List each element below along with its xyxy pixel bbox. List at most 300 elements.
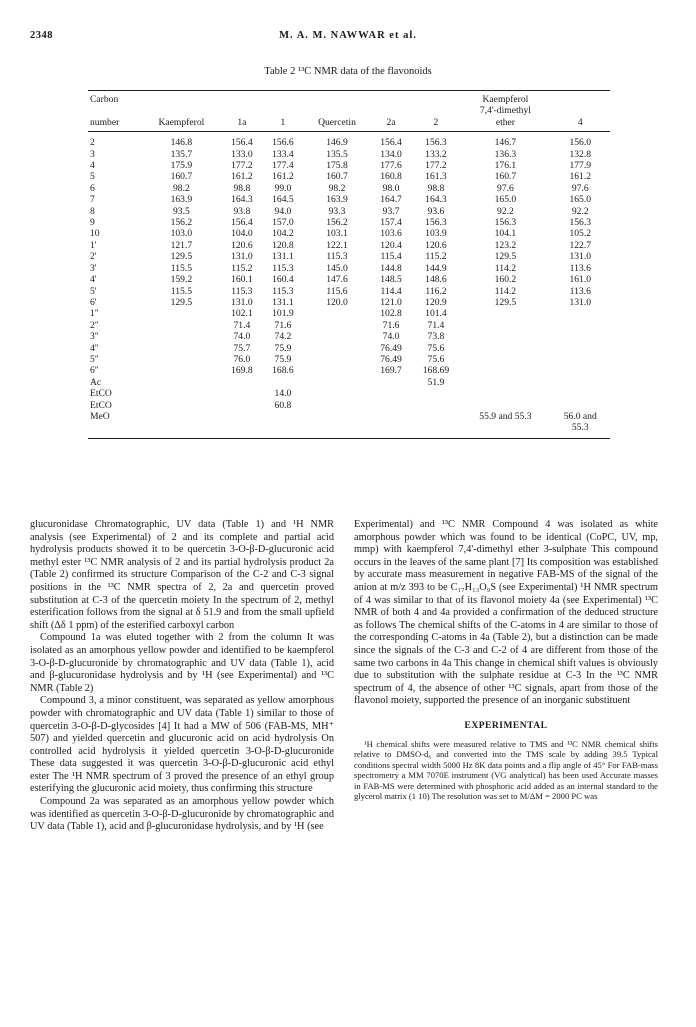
table-header-row [88, 105, 610, 116]
shift-value [303, 320, 370, 331]
shift-value: 51.9 [427, 376, 445, 388]
shift-value: 120.9 [425, 296, 447, 308]
carbon-label: EtCO [90, 388, 112, 400]
shift-value [460, 388, 550, 399]
shift-value: 160.7 [326, 171, 348, 183]
table-header-cell: Carbon [88, 91, 141, 106]
shift-value: 156.3 [494, 217, 517, 229]
shift-value [412, 400, 461, 411]
shift-value: 144.8 [380, 262, 402, 274]
shift-value: 115.5 [170, 262, 192, 274]
table-row [88, 240, 610, 251]
table-header-cell [371, 91, 412, 106]
shift-value [460, 422, 550, 438]
shift-value [551, 354, 610, 365]
shift-value: 97.6 [497, 182, 514, 194]
table-header-cell: Kaempferol [460, 91, 550, 106]
carbon-label: 5 [90, 171, 95, 183]
table-row [88, 286, 610, 297]
table-header-cell [221, 105, 262, 116]
shift-value: 76.49 [380, 342, 402, 354]
table-header-cell: 7,4'-dimethyl [479, 105, 531, 117]
table-row [88, 320, 610, 331]
shift-value [460, 354, 550, 365]
shift-value: 98.0 [382, 182, 400, 194]
shift-value: 103.0 [170, 228, 193, 240]
table-row [88, 194, 610, 205]
shift-value: 175.8 [326, 160, 348, 172]
carbon-label: 4" [90, 342, 99, 354]
shift-value: 105.2 [569, 228, 592, 240]
experimental-text: ¹H chemical shifts were measured relative to TMS and ¹³C NMR chemical shifts relative to DMSO-d₆ and converted into the TMS scale by adding 39.5 Typical conditions spectral width 5000 Hz 8K data points and a flip angle of 45° For FAB-mass spectrometry a MM 7070E instrument (VG analytical) has been used Accurate masses in FAB-MS were determined with phosphoric acid added as an internal standard to the glycerol matrix (1 10) The resolution was set to M/ΔM = 2000 PC was [354, 738, 658, 802]
shift-value: 131.1 [272, 296, 294, 308]
shift-value [460, 343, 550, 354]
shift-value [221, 377, 262, 388]
table-row [88, 149, 610, 160]
shift-value: 122.7 [569, 239, 592, 251]
shift-value: 114.2 [494, 262, 517, 274]
table-row [88, 422, 610, 438]
carbon-label: 9 [90, 217, 95, 229]
shift-value: 165.0 [569, 194, 592, 206]
shift-value: 168.69 [422, 365, 450, 377]
shift-value: 115.3 [231, 285, 253, 297]
table-row [88, 206, 610, 217]
shift-value: 93.8 [233, 205, 251, 217]
shift-value: 103.1 [326, 228, 348, 240]
shift-value: 60.8 [274, 399, 292, 411]
shift-value: 75.9 [274, 353, 292, 365]
shift-value [141, 365, 221, 376]
shift-value: 160.7 [494, 171, 517, 183]
carbon-label: 2" [90, 319, 99, 331]
shift-value: 115.3 [272, 262, 294, 274]
shift-value [551, 400, 610, 411]
shift-value [460, 377, 550, 388]
carbon-label: 3' [90, 262, 97, 274]
shift-value [141, 411, 221, 422]
table-row [88, 354, 610, 365]
shift-value: 115.6 [326, 285, 348, 297]
shift-value: 120.0 [326, 296, 348, 308]
shift-value: 156.3 [425, 217, 447, 229]
shift-value: 131.0 [569, 296, 592, 308]
shift-value: 92.2 [497, 205, 514, 217]
shift-value [551, 365, 610, 376]
shift-value: 104.1 [494, 228, 517, 240]
shift-value: 134.0 [380, 148, 402, 160]
shift-value: 129.5 [494, 251, 517, 263]
shift-value: 114.4 [380, 285, 402, 297]
shift-value: 129.5 [170, 296, 193, 308]
carbon-label: MeO [90, 410, 110, 422]
shift-value: 135.7 [170, 148, 193, 160]
shift-value: 71.4 [233, 319, 251, 331]
shift-value [262, 411, 303, 422]
table-header-cell [303, 91, 370, 106]
shift-value: 163.9 [326, 194, 348, 206]
shift-value: 133.4 [272, 148, 294, 160]
table-body [88, 132, 610, 439]
shift-value: 71.4 [427, 319, 445, 331]
shift-value: 177.2 [231, 160, 253, 172]
shift-value [303, 343, 370, 354]
table-header-cell: ether [460, 117, 550, 132]
carbon-label: 8 [90, 205, 95, 217]
shift-value [141, 354, 221, 365]
shift-value [371, 411, 412, 422]
shift-value: 164.5 [272, 194, 294, 206]
shift-value: 161.2 [231, 171, 253, 183]
shift-value [303, 331, 370, 342]
shift-value: 115.2 [425, 251, 447, 263]
shift-value: 129.5 [494, 296, 517, 308]
shift-value [262, 422, 303, 438]
shift-value: 93.6 [427, 205, 445, 217]
shift-value: 148.5 [380, 274, 402, 286]
shift-value: 120.6 [425, 239, 447, 251]
shift-value: 55.9 and 55.3 [479, 410, 532, 422]
shift-value [303, 308, 370, 319]
shift-value [141, 388, 221, 399]
shift-value [412, 388, 461, 399]
carbon-label: 1' [90, 239, 97, 251]
shift-value [221, 411, 262, 422]
carbon-label: 3 [90, 148, 95, 160]
table-row [88, 297, 610, 308]
shift-value: 115.4 [380, 251, 402, 263]
table-header-cell [371, 105, 412, 116]
shift-value [221, 422, 262, 438]
shift-value: 131.0 [231, 296, 253, 308]
shift-value: 101.9 [272, 308, 294, 320]
carbon-label: 4' [90, 274, 97, 286]
shift-value [371, 422, 412, 438]
table-row [88, 377, 610, 388]
shift-value: 148.6 [425, 274, 447, 286]
shift-value: 115.3 [272, 285, 294, 297]
shift-value: 156.2 [170, 217, 193, 229]
shift-value [141, 422, 221, 438]
shift-value: 93.5 [172, 205, 190, 217]
shift-value: 74.2 [274, 331, 292, 343]
body-paragraph: Compound 3, a minor constituent, was separated as yellow amorphous powder with chromatographic and UV data (Table 1) similar to those of quercetin 3-O-β-D-glycosides [4] It had a MW of 506 (FAB-MS, MH⁺ 507) and yielded quercetin and glucuronic acid on acid hydrolysis On controlled acid hydrolysis it yielded quercetin 3-O-β-D-glucuronide These data suggested it was quercetin 3-O-β-D-glucuronic acid ethyl ester The ¹H NMR spectrum of 3 proved the presence of an ethyl group esterifying the glucuronic acid moiety, thus confirming this structure [30, 695, 334, 795]
table-row [88, 343, 610, 354]
table-header-cell [141, 91, 221, 106]
shift-value: 98.2 [328, 182, 346, 194]
table-row [88, 274, 610, 285]
shift-value: 115.3 [326, 251, 348, 263]
shift-value: 75.7 [233, 342, 251, 354]
shift-value [141, 343, 221, 354]
shift-value: 98.8 [233, 182, 251, 194]
shift-value: 133.2 [425, 148, 447, 160]
shift-value: 156.3 [425, 137, 447, 149]
shift-value [303, 354, 370, 365]
shift-value: 131.0 [231, 251, 253, 263]
shift-value: 14.0 [274, 388, 292, 400]
table-header-cell: 2a [371, 117, 412, 132]
shift-value: 115.2 [231, 262, 253, 274]
shift-value: 160.2 [494, 274, 517, 286]
shift-value [262, 377, 303, 388]
shift-value: 133.0 [231, 148, 253, 160]
table-header-cell: 1 [262, 117, 303, 132]
shift-value: 156.4 [231, 137, 253, 149]
shift-value: 177.9 [569, 160, 592, 172]
shift-value: 93.3 [328, 205, 346, 217]
shift-value: 104.0 [231, 228, 253, 240]
shift-value [141, 331, 221, 342]
shift-value: 156.3 [569, 217, 592, 229]
table-header-cell: Kaempferol [141, 117, 221, 132]
shift-value: 169.7 [380, 365, 402, 377]
shift-value: 93.7 [382, 205, 400, 217]
table-row [88, 388, 610, 399]
shift-value: 75.6 [427, 353, 445, 365]
shift-value: 102.8 [380, 308, 402, 320]
shift-value: 156.4 [380, 137, 402, 149]
shift-value: 74.0 [233, 331, 251, 343]
shift-value: 156.0 [569, 137, 592, 149]
shift-value: 123.2 [494, 239, 517, 251]
shift-value: 73.8 [427, 331, 445, 343]
shift-value: 94.0 [274, 205, 292, 217]
shift-value [303, 388, 370, 399]
table-header-cell [141, 105, 221, 116]
experimental-heading: EXPERIMENTAL [464, 720, 548, 731]
shift-value: 114.2 [494, 285, 517, 297]
table-header-cell [303, 105, 370, 116]
shift-value: 102.1 [231, 308, 253, 320]
shift-value: 120.8 [272, 239, 294, 251]
shift-value [551, 377, 610, 388]
shift-value: 121.0 [380, 296, 402, 308]
shift-value: 136.3 [494, 148, 517, 160]
table-row [88, 217, 610, 228]
shift-value [460, 365, 550, 376]
shift-value: 160.7 [170, 171, 193, 183]
table-header-cell [412, 91, 461, 106]
carbon-label: 6" [90, 365, 99, 377]
shift-value: 161.0 [569, 274, 592, 286]
running-title: M. A. M. NAWWAR et al. [279, 30, 417, 41]
shift-value: 122.1 [326, 239, 348, 251]
shift-value: 164.3 [425, 194, 447, 206]
table-header-cell [551, 105, 610, 116]
table-header-cell [221, 91, 262, 106]
table-row [88, 160, 610, 171]
shift-value: 144.9 [425, 262, 447, 274]
shift-value: 164.7 [380, 194, 402, 206]
body-paragraph: Compound 2a was separated as an amorphous yellow powder which was identified as quercetin 3-O-β-D-glucuronide by chromatographic and UV data (Table 1), acid and β-glucuronidase hydrolysis, and by ¹H (see [30, 796, 334, 833]
shift-value: 97.6 [571, 182, 589, 194]
shift-value: 121.7 [170, 239, 193, 251]
table-header-cell [262, 105, 303, 116]
shift-value: 146.8 [170, 137, 193, 149]
table-row [88, 263, 610, 274]
shift-value: 164.3 [231, 194, 253, 206]
shift-value [551, 320, 610, 331]
shift-value [460, 331, 550, 342]
shift-value: 161.2 [569, 171, 592, 183]
table-row [88, 251, 610, 262]
carbon-label: 5" [90, 353, 99, 365]
shift-value: 56.0 and [563, 410, 597, 422]
shift-value: 76.0 [233, 353, 251, 365]
table-header-row [88, 91, 610, 106]
shift-value: 98.8 [427, 182, 445, 194]
table-row [88, 365, 610, 376]
left-column [30, 519, 334, 834]
table-row [88, 308, 610, 319]
table-header-cell [88, 105, 141, 116]
carbon-label: EtCO [90, 399, 112, 411]
shift-value: 71.6 [382, 319, 400, 331]
shift-value: 163.9 [170, 194, 193, 206]
shift-value [303, 422, 370, 438]
shift-value: 161.3 [425, 171, 447, 183]
shift-value: 168.6 [272, 365, 294, 377]
table-row [88, 400, 610, 411]
shift-value: 98.2 [172, 182, 190, 194]
shift-value: 156.2 [326, 217, 348, 229]
shift-value: 159.2 [170, 274, 193, 286]
shift-value [303, 377, 370, 388]
shift-value [221, 388, 262, 399]
carbon-label: 2 [90, 137, 95, 149]
shift-value [551, 388, 610, 399]
shift-value: 113.6 [569, 262, 591, 274]
shift-value [412, 411, 461, 422]
shift-value [221, 400, 262, 411]
carbon-label: 1" [90, 308, 99, 320]
shift-value: 156.4 [231, 217, 253, 229]
shift-value: 120.6 [231, 239, 253, 251]
shift-value [371, 377, 412, 388]
table-title: Table 2 ¹³C NMR data of the flavonoids [264, 66, 432, 77]
carbon-label: 3" [90, 331, 99, 343]
table-header-cell: 2 [412, 117, 461, 132]
carbon-label: 2' [90, 251, 97, 263]
shift-value [141, 308, 221, 319]
shift-value: 116.2 [425, 285, 447, 297]
table-row [88, 171, 610, 182]
shift-value [303, 400, 370, 411]
shift-value: 131.0 [569, 251, 592, 263]
shift-value: 104.2 [272, 228, 294, 240]
shift-value: 146.9 [326, 137, 348, 149]
shift-value: 156.6 [272, 137, 294, 149]
shift-value [460, 320, 550, 331]
table-header-cell: 1a [221, 117, 262, 132]
shift-value [551, 331, 610, 342]
shift-value: 147.6 [326, 274, 348, 286]
carbon-label: 5' [90, 285, 97, 297]
shift-value: 169.8 [231, 365, 253, 377]
shift-value [303, 365, 370, 376]
shift-value: 129.5 [170, 251, 193, 263]
shift-value [141, 377, 221, 388]
carbon-label: 10 [90, 228, 100, 240]
table-header-cell: number [88, 117, 141, 132]
table-header-row [88, 117, 610, 132]
body-paragraph: glucuronidase Chromatographic, UV data (Table 1) and ¹H NMR analysis (see Experimental) of 2 and its complete and partial acid hydrolysis products showed it to be quercetin 3-O-β-D-glucuronic acid methyl ester ¹³C NMR analysis of 2 and its partial hydrolysis product 2a (Table 2) confirmed its structure Comparison of the C-2 and C-3 signal positions in the ¹³C NMR spectra of 2, 2a and quercetin proved substitution at C-3 of the quercetin moiety In the spectrum of 2, methyl esterification follows from the signal at δ 51.9 and from the small upfield shift (Δδ 1 ppm) of the esterified carboxyl carbon [30, 519, 334, 631]
right-column [354, 519, 658, 802]
table-header-cell [412, 105, 461, 116]
shift-value: 131.1 [272, 251, 294, 263]
carbon-label: Ac [90, 376, 102, 388]
table-row [88, 331, 610, 342]
shift-value: 99.0 [274, 182, 292, 194]
carbon-label: 7 [90, 194, 95, 206]
shift-value: 165.0 [494, 194, 517, 206]
shift-value: 103.9 [425, 228, 447, 240]
shift-value: 75.6 [427, 342, 445, 354]
shift-value: 101.4 [425, 308, 447, 320]
shift-value: 92.2 [571, 205, 589, 217]
shift-value: 135.5 [326, 148, 348, 160]
shift-value: 103.6 [380, 228, 402, 240]
shift-value: 177.6 [380, 160, 402, 172]
table-row [88, 228, 610, 239]
shift-value [141, 400, 221, 411]
shift-value [551, 343, 610, 354]
shift-value: 120.4 [380, 239, 402, 251]
table-header-cell [262, 91, 303, 106]
shift-value: 132.8 [569, 148, 592, 160]
body-paragraph: Experimental) and ¹³C NMR Compound 4 was isolated as white amorphous powder which was found to be identical (CoPC, UV, mp, mmp) with kaempferol 7,4'-dimethyl ether 3-sulphate This compound occurs in the leaves of the same plant [7] Its composition was established by accurate mass measurement in negative FAB-MS of the signal of the anion at m/z 393 to be C₁₇H₁₃O₉S (see Experimental) ¹H NMR spectrum of 4 was similar to that of its flavonol moiety 4a (see Experimental) ¹³C NMR of both 4 and 4a provided a confirmation of the deduced structure as follows The chemical shifts of the C-atoms in 4 are similar to those of the corresponding C-atoms in 4a (Table 2), but a distinction can be made since the signals of the C-3 and C-2 of 4 are different from those of the same two carbons in 4a This change in chemical shift values is obviously due to substitution with the sulphate residue at C-3 In the ¹³C NMR spectrum of 4, the absence of other ¹³C signals, apart from those of the flavonol moiety, supported the presence of an inorganic substituent [354, 519, 658, 707]
carbon-label: 6 [90, 182, 95, 194]
shift-value: 177.4 [272, 160, 294, 172]
table-row [88, 132, 610, 149]
shift-value: 74.0 [382, 331, 400, 343]
shift-value: 145.0 [326, 262, 348, 274]
shift-value: 76.49 [380, 353, 402, 365]
shift-value: 157.4 [380, 217, 402, 229]
shift-value: 113.6 [569, 285, 591, 297]
carbon-label: 6' [90, 296, 97, 308]
shift-value: 175.9 [170, 160, 193, 172]
carbon-label: 4 [90, 160, 95, 172]
carbon-label [88, 422, 141, 438]
shift-value: 55.3 [551, 422, 610, 438]
shift-value [551, 308, 610, 319]
shift-value: 176.1 [494, 160, 517, 172]
shift-value: 71.6 [274, 319, 292, 331]
shift-value: 160.1 [231, 274, 253, 286]
shift-value: 161.2 [272, 171, 294, 183]
shift-value [371, 400, 412, 411]
body-paragraph: Compound 1a was eluted together with 2 from the column It was isolated as an amorphous yellow powder and identified to be kaempferol 3-O-β-D-glucuronide by chromatographic and UV data (Table 1), acid and β-glucuronidase hydrolysis and by ¹H (see Experimental) and ¹³C NMR (Table 2) [30, 632, 334, 694]
table-row [88, 411, 610, 422]
shift-value: 115.5 [170, 285, 192, 297]
shift-value: 75.9 [274, 342, 292, 354]
page-number: 2348 [30, 30, 53, 41]
shift-value [460, 308, 550, 319]
shift-value [303, 411, 370, 422]
table-header-cell: Quercetin [303, 117, 370, 132]
table-header-cell [551, 91, 610, 106]
shift-value: 177.2 [425, 160, 447, 172]
shift-value: 160.4 [272, 274, 294, 286]
shift-value: 157.0 [272, 217, 294, 229]
table-row [88, 183, 610, 194]
shift-value: 146.7 [494, 137, 517, 149]
shift-value: 160.8 [380, 171, 402, 183]
nmr-table [88, 90, 610, 439]
shift-value [371, 388, 412, 399]
